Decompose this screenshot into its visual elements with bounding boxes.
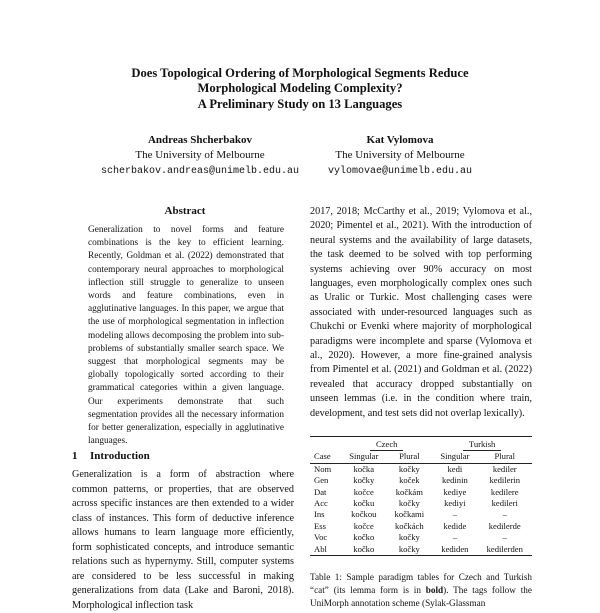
table-cell: kočky: [386, 544, 432, 556]
table-cell: kočky: [398, 498, 420, 509]
table-row: [310, 498, 532, 509]
table-row: [310, 532, 532, 543]
author-affiliation: The University of Melbourne: [335, 149, 465, 162]
section-title: Introduction: [90, 450, 150, 462]
intro-text: Generalization is a form of abstraction where common patterns, or properties, that are observed across specific instances are then extended to a wider class of instances. This form of deductive inference allows humans to learn language more efficiently, form sophisticated concepts, and introduce semantic relations such as hypernymy. Still, computer systems are considered to be less successful in making generalizations from data (Lake and Baroni, 2018). Morphological inflection task: [72, 469, 294, 611]
paper-title: [60, 66, 540, 112]
caption-suffix: ). The tags follow the UniMorph annotation scheme (Sylak-Glassman: [310, 584, 532, 608]
table-row: [310, 544, 532, 556]
table-cell: –: [502, 532, 507, 543]
abstract-text: Generalization to novel forms and feature combinations is the key to efficient learning. Recently, Goldman et al. (2022) demonstrated that contemporary neural approaches to morphological inflection still struggle to generalize to unseen words and feature combinations, even in agglutinative languages. In this paper, we argue that the use of morphological segmentation in inflection modeling allows decomposing the problem into sub-problems of substantially smaller search space. We suggest that morphological segments may be globally topologically sorted according to their grammatical categories within a given language. Our experiments demonstrate that such segmentation provides all the necessary information for better generalization, especially in agglutinative languages.: [88, 225, 284, 447]
author-block: [290, 133, 510, 179]
table-cell: Nom: [314, 463, 332, 474]
author-email[interactable]: scherbakov.andreas@unimelb.edu.au: [100, 165, 300, 177]
table-cell: kočky: [398, 463, 420, 474]
table-cell: kočko: [341, 544, 386, 556]
caption-prefix: Table 1: Sample paradigm tables for Czech and Turkish “cat” (its lemma form is in: [310, 572, 532, 595]
table-cell: kediler: [492, 463, 517, 474]
table-row: [310, 509, 532, 520]
table-cell: Ess: [314, 520, 326, 531]
author-block: [80, 133, 320, 179]
author-email[interactable]: vylomovae@unimelb.edu.au: [327, 165, 473, 177]
table-cell: kočkách: [395, 520, 424, 531]
caption-bold: bold: [425, 584, 444, 595]
table-row: [310, 487, 532, 498]
column-header: Singular: [432, 451, 477, 463]
table-cell: kočce: [353, 520, 374, 531]
column-header: Plural: [478, 451, 533, 463]
table-cell: –: [502, 509, 507, 520]
table-cell: kočku: [353, 498, 375, 509]
table-cell: kedilerden: [478, 544, 533, 556]
table-cell: kočka: [353, 463, 375, 474]
table-cell: kediye: [443, 486, 467, 497]
table-cell: kedide: [443, 520, 467, 531]
table-cell: kediden: [432, 544, 477, 556]
table-cell: kočkou: [351, 509, 377, 520]
table-cell: kočce: [353, 486, 374, 497]
right-column-text: 2017, 2018; McCarthy et al., 2019; Vylomova et al., 2020; Pimentel et al., 2021). With the introduction of neural systems and the availability of large datasets, the task deemed to be solved with top performing systems achieving over 90% accuracy on most languages, even morphologically complex ones such as Uralic or Turkic. Most challenging cases were associated with under-resourced languages such as Chukchi or Evenki where majority of morphological paradigms were incomplete and sparse (Vylomova et al., 2020). However, a more fine-grained analysis from Pimentel et al. (2021) and Goldman et al. (2022) revealed that accuracy dropped substantially on unseen lemmas (i.e. in the condition where train, development, and test sets did not overlap lexically).: [310, 206, 532, 419]
section-number: 1: [72, 450, 78, 462]
table-cell: Abl: [310, 544, 341, 556]
table-cell: kočko: [353, 532, 375, 543]
group-header-turkish: Turkish: [463, 439, 501, 451]
table-cell: Voc: [314, 532, 328, 543]
table-cell: kedilere: [490, 486, 519, 497]
table-cell: –: [452, 532, 458, 543]
author-affiliation: The University of Melbourne: [135, 149, 265, 162]
table-cell: kočky: [353, 475, 375, 486]
table-cell: kočky: [398, 532, 420, 543]
table-cell: kedilerin: [489, 475, 521, 486]
table-cell: kočkám: [395, 486, 423, 497]
title-line: A Preliminary Study on 13 Languages: [197, 96, 403, 111]
table-cell: kediyi: [444, 498, 466, 509]
title-line: Does Topological Ordering of Morphological Segments Reduce: [131, 66, 469, 80]
table-caption: [310, 571, 532, 609]
title-line: Morphological Modeling Complexity?: [197, 81, 403, 96]
table-cell: Ins: [314, 509, 325, 520]
column-header: Case: [310, 451, 341, 463]
column-header: Plural: [386, 451, 432, 463]
column-header: Singular: [341, 451, 386, 463]
table-header-row: [310, 451, 532, 463]
table-cell: Gen: [314, 475, 329, 486]
table-cell: kedileri: [491, 498, 518, 509]
table-cell: Acc: [314, 498, 328, 509]
table-cell: kedinin: [441, 475, 468, 486]
table-row: [310, 521, 532, 532]
author-name: Kat Vylomova: [366, 134, 434, 146]
group-header-czech: Czech: [370, 439, 403, 451]
table-cell: koček: [399, 475, 420, 486]
table-row: [310, 475, 532, 486]
table-cell: Dat: [314, 486, 327, 497]
table-cell: kedi: [447, 463, 463, 474]
author-name: Andreas Shcherbakov: [147, 134, 252, 146]
table-row: [310, 463, 532, 475]
abstract-heading: Abstract: [164, 205, 206, 217]
table-cell: kočkami: [394, 509, 425, 520]
table-cell: –: [452, 509, 458, 520]
table-cell: kedilerde: [488, 520, 521, 531]
paradigm-table: [310, 436, 532, 556]
section-heading: [72, 450, 150, 462]
table-group-header-row: [310, 437, 532, 452]
